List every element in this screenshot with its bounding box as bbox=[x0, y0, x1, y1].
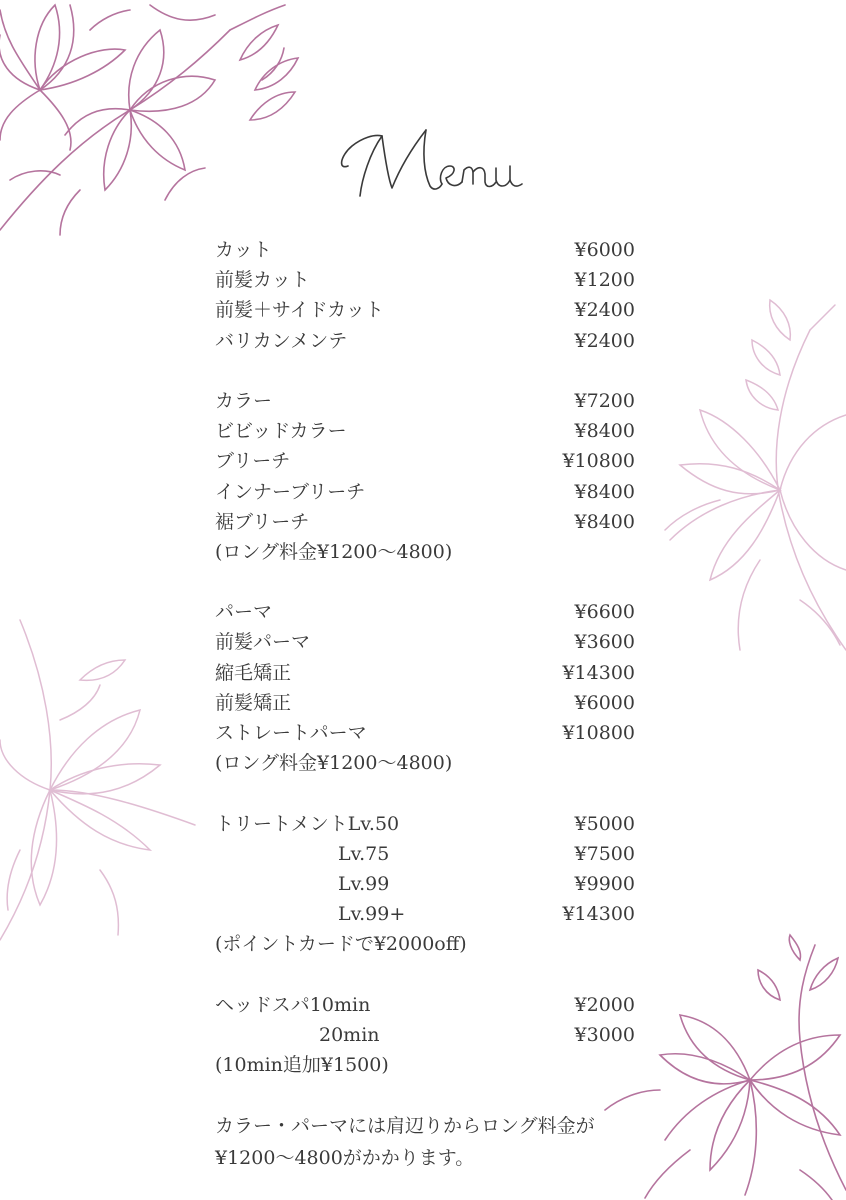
menu-item bbox=[215, 839, 645, 869]
section-spacer bbox=[215, 356, 645, 386]
menu-item-price: ¥14300 bbox=[562, 903, 635, 926]
menu-section bbox=[215, 990, 645, 1081]
menu-item-name: カラー bbox=[215, 389, 273, 412]
menu-item bbox=[215, 990, 645, 1020]
menu-item-price: ¥2000 bbox=[574, 993, 635, 1016]
price-list bbox=[215, 235, 645, 1080]
menu-section-note: (ポイントカードで¥2000off) bbox=[215, 933, 467, 956]
menu-section bbox=[215, 809, 645, 960]
menu-item bbox=[215, 658, 645, 688]
menu-item-price: ¥8400 bbox=[574, 510, 635, 533]
menu-item bbox=[215, 597, 645, 627]
menu-item-price: ¥1200 bbox=[574, 269, 635, 292]
menu-item bbox=[215, 718, 645, 748]
menu-item-name: インナーブリーチ bbox=[215, 480, 366, 503]
section-spacer bbox=[215, 567, 645, 597]
menu-item-price: ¥5000 bbox=[574, 812, 635, 835]
menu-item bbox=[215, 477, 645, 507]
menu-section bbox=[215, 235, 645, 356]
menu-item bbox=[215, 265, 645, 295]
menu-item bbox=[215, 235, 645, 265]
menu-item-name: ストレートパーマ bbox=[215, 722, 367, 744]
menu-item-name: Lv.99+ bbox=[338, 903, 406, 926]
menu-item-price: ¥3600 bbox=[574, 631, 635, 654]
menu-item-price: ¥8400 bbox=[574, 480, 635, 503]
lily-flower-left-decoration bbox=[0, 620, 200, 950]
menu-section-note: (10min追加¥1500) bbox=[215, 1054, 389, 1077]
menu-item-price: ¥14300 bbox=[562, 661, 635, 684]
menu-item bbox=[215, 326, 645, 356]
menu-item bbox=[215, 446, 645, 476]
menu-item-name: トリートメントLv.50 bbox=[215, 812, 400, 835]
menu-item-price: ¥6000 bbox=[574, 691, 635, 714]
menu-item-price: ¥2400 bbox=[574, 329, 635, 352]
menu-section-note: (ロング料金¥1200〜4800) bbox=[215, 540, 453, 563]
menu-item bbox=[215, 1020, 645, 1050]
menu-item bbox=[215, 295, 645, 325]
menu-item-price: ¥9900 bbox=[574, 872, 635, 895]
menu-item-name: ブリーチ bbox=[215, 450, 291, 473]
menu-item-name: 前髪矯正 bbox=[215, 691, 292, 714]
notice-line-1: カラー・パーマには肩辺りからロング料金が bbox=[215, 1115, 595, 1137]
menu-item-name: 縮毛矯正 bbox=[215, 661, 292, 684]
notice-line-2: ¥1200〜4800がかかります。 bbox=[215, 1147, 475, 1169]
menu-item-price: ¥7200 bbox=[574, 389, 635, 412]
long-hair-notice bbox=[215, 1110, 655, 1174]
menu-item-price: ¥7500 bbox=[574, 842, 635, 865]
menu-section bbox=[215, 597, 645, 778]
menu-item bbox=[215, 507, 645, 537]
menu-section bbox=[215, 386, 645, 567]
menu-title bbox=[330, 108, 530, 208]
menu-item-name: 前髪カット bbox=[215, 269, 310, 292]
menu-item-price: ¥2400 bbox=[574, 299, 635, 322]
menu-item-name: バリカンメンテ bbox=[215, 329, 348, 352]
menu-item-name: ヘッドスパ10min bbox=[215, 993, 371, 1016]
menu-item-price: ¥8400 bbox=[574, 420, 635, 443]
menu-item-name: 裾ブリーチ bbox=[215, 510, 310, 533]
menu-item-name: Lv.99 bbox=[338, 872, 390, 895]
menu-item bbox=[215, 899, 645, 929]
menu-item bbox=[215, 809, 645, 839]
menu-item-price: ¥10800 bbox=[562, 722, 635, 744]
menu-item-name: カット bbox=[215, 239, 272, 261]
menu-item-name: 前髪パーマ bbox=[215, 631, 311, 654]
menu-item bbox=[215, 386, 645, 416]
menu-item bbox=[215, 869, 645, 899]
menu-item-price: ¥6600 bbox=[574, 601, 635, 624]
section-spacer bbox=[215, 960, 645, 990]
menu-item-name: 前髪＋サイドカット bbox=[215, 299, 384, 322]
menu-item bbox=[215, 416, 645, 446]
lily-flower-top-left-decoration bbox=[0, 0, 330, 250]
menu-item-price: ¥6000 bbox=[574, 239, 635, 261]
menu-item-name: 20min bbox=[319, 1023, 380, 1046]
menu-item-price: ¥3000 bbox=[574, 1023, 635, 1046]
menu-item bbox=[215, 688, 645, 718]
menu-item-name: ビビッドカラー bbox=[215, 420, 347, 443]
menu-item-name: パーマ bbox=[215, 601, 273, 624]
menu-item-price: ¥10800 bbox=[562, 450, 635, 473]
menu-item-name: Lv.75 bbox=[338, 842, 390, 865]
menu-item bbox=[215, 627, 645, 657]
lily-flower-right-decoration bbox=[640, 300, 846, 660]
section-spacer bbox=[215, 778, 645, 808]
menu-section-note: (ロング料金¥1200〜4800) bbox=[215, 752, 453, 775]
